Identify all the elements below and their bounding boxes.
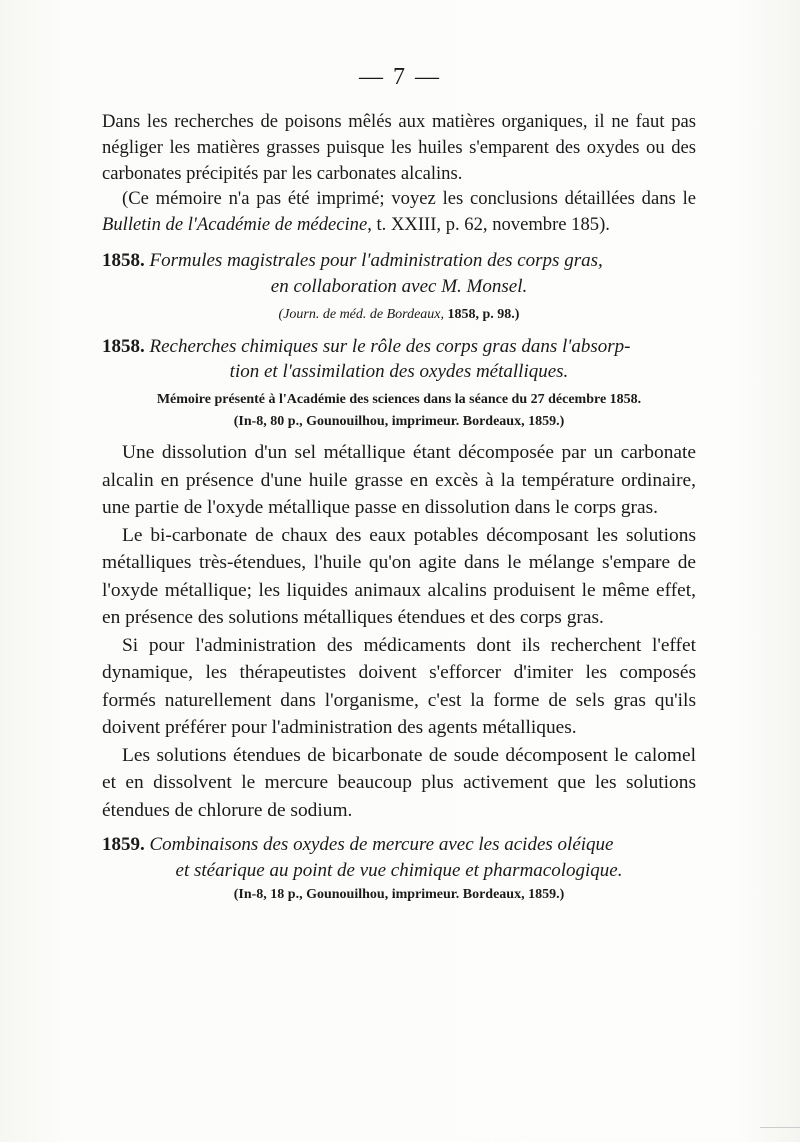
entry-title-continued: et stéarique au point de vue chimique et pharmacologique. <box>175 859 623 881</box>
entry-note: Mémoire présenté à l'Académie des sciences dans la séance du 27 décembre 1858. <box>156 392 642 408</box>
paragraph: Si pour l'administration des médicaments dont ils recherchent l'effet dynamique, les thérapeutistes doivent s'efforcer d'imiter les composés formés naturellement dans l'organisme, c'est la forme de sels gras qu'ils doivent préférer pour l'administration des agents métalliques. <box>102 634 696 739</box>
entry-reference: (In-8, 80 p., Gounouilhou, imprimeur. Bordeaux, 1859.) <box>233 414 565 430</box>
entry-year: 1858. <box>102 335 145 357</box>
entry-reference: (In-8, 18 p., Gounouilhou, imprimeur. Bordeaux, 1859.) <box>233 886 565 902</box>
entry-title: Recherches chimiques sur le rôle des corps gras dans l'absorp- <box>149 335 631 357</box>
paragraph: (Ce mémoire n'a pas été imprimé; voyez les conclusions détaillées dans le Bulletin de l'Académie de médecine, t. XXIII, p. 62, novembre 185). <box>102 188 696 236</box>
scan-edge-mark <box>760 1127 800 1128</box>
entry-title-continued: en collaboration avec M. Monsel. <box>270 275 528 297</box>
entry-reference: (Journ. de méd. de Bordeaux, 1858, p. 98.) <box>278 306 520 322</box>
paragraph: Le bi-carbonate de chaux des eaux potables décomposant les solutions métalliques très-étendues, l'huile qu'on agite dans le mélange s'empare de l'oxyde métallique; les liquides animaux alcalins produisent le même effet, en présence des solutions métalliques étendues et des corps gras. <box>102 524 696 629</box>
entry-year: 1858. <box>102 249 145 271</box>
paragraph: Dans les recherches de poisons mêlés aux matières organiques, il ne faut pas négliger les matières grasses puisque les huiles s'emparent des oxydes ou des carbonates précipités par les carbonates alcalins. <box>102 111 696 184</box>
entry-title-continued: tion et l'assimilation des oxydes métalliques. <box>229 361 569 383</box>
page-content <box>102 109 696 906</box>
paragraph: Les solutions étendues de bicarbonate de soude décomposent le calomel et en dissolvent le mercure beaucoup plus activement que les solutions étendues de chlorure de sodium. <box>102 744 696 821</box>
bibliography-entry <box>102 832 696 906</box>
page-number: — 7 — <box>359 64 441 90</box>
bibliography-entry <box>102 334 696 825</box>
entry-heading <box>102 248 696 274</box>
paragraph: Une dissolution d'un sel métallique étant décomposée par un carbonate alcalin en présence d'une huile grasse en excès à la température ordinaire, une partie de l'oxyde métallique passe en dissolution dans le corps gras. <box>102 442 696 519</box>
journal-title: Bulletin de l'Académie de médecine <box>102 214 368 236</box>
entry-title: Formules magistrales pour l'administration des corps gras, <box>149 249 603 271</box>
entry-year: 1859. <box>102 834 145 856</box>
entry-heading <box>102 832 696 858</box>
bibliography-entry <box>102 248 696 326</box>
entry-title: Combinaisons des oxydes de mercure avec les acides oléique <box>149 834 614 856</box>
entry-heading <box>102 334 696 360</box>
